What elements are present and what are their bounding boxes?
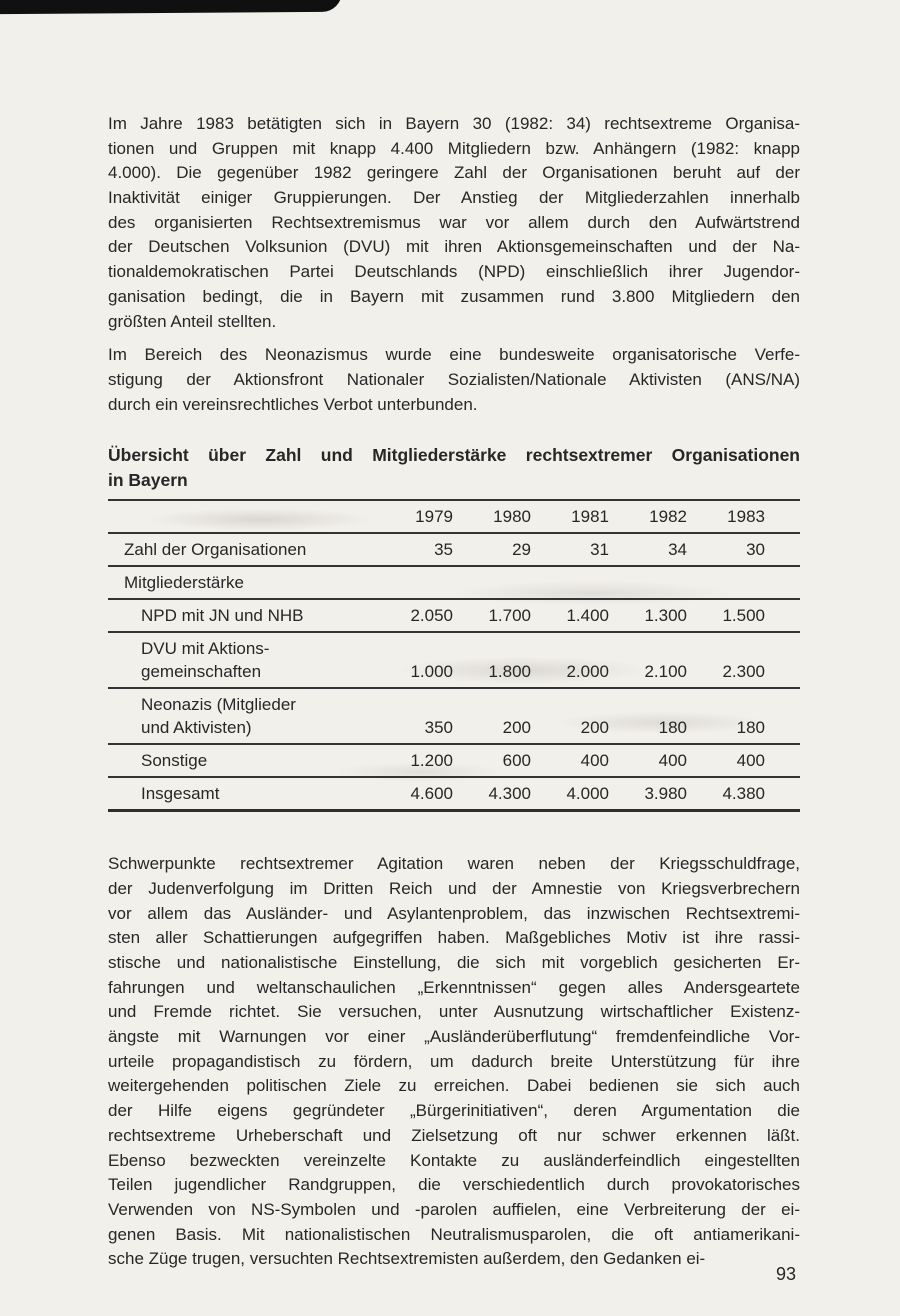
table-row — [108, 745, 800, 778]
text-line: genen Basis. Mit nationalistischen Neutralismusparolen, die oft antiamerikani- — [108, 1224, 800, 1244]
table-value-cell: 200 — [580, 718, 609, 738]
text-line: und Fremde richtet. Sie versuchen, unter Ausnutzung wirtschaftlicher Existenz- — [108, 1002, 800, 1022]
text-line: sten aller Schattierungen aufgegriffen haben. Maßgebliches Motiv ist ihre rassi- — [108, 928, 800, 948]
table-value-cell: 400 — [658, 751, 687, 771]
table-value-cell: 1.800 — [488, 662, 531, 682]
table-label-line: Mitgliederstärke — [124, 573, 244, 593]
table-value-cell: 1.300 — [644, 606, 687, 626]
table-label-line: Zahl der Organisationen — [124, 540, 307, 560]
table-value-cell: 180 — [658, 718, 687, 738]
text-line: ganisation bedingt, die in Bayern mit zusammen rund 3.800 Mitgliedern den — [108, 286, 800, 306]
text-line: des organisierten Rechtsextremismus war vor allem durch den Aufwärtstrend — [108, 212, 800, 232]
page-number: 93 — [776, 1264, 797, 1284]
table-label-line: DVU mit Aktions- — [141, 639, 270, 659]
table-value-cell: 600 — [502, 751, 531, 771]
text-line: stigung der Aktionsfront Nationaler Sozialisten/Nationale Aktivisten (ANS/NA) — [108, 369, 800, 389]
table-label-line: und Aktivisten) — [141, 718, 252, 738]
text-line: Im Bereich des Neonazismus wurde eine bundesweite organisatorische Verfe- — [108, 345, 800, 365]
table-label-line: gemeinschaften — [141, 662, 262, 682]
table-value-cell: 200 — [502, 718, 531, 738]
table-label-line: Neonazis (Mitglieder — [141, 695, 296, 715]
table-year-header: 1983 — [727, 507, 765, 527]
table-row-label — [124, 749, 375, 772]
text-line: fahrungen und weltanschaulichen „Erkenntnissen“ gegen alles Andersgeartete — [108, 977, 800, 997]
text-line: der Hilfe eigens gegründeter „Bürgerinitiativen“, deren Argumentation die — [108, 1101, 800, 1121]
document-page — [108, 112, 800, 1272]
scan-artifact — [0, 0, 342, 14]
text-line: 4.000). Die gegenüber 1982 geringere Zahl der Organisationen beruht auf der — [108, 163, 800, 183]
table-row — [108, 778, 800, 809]
paragraph-main — [108, 852, 800, 1272]
text-line: ängste mit Warnungen vor einer „Ausländerüberflutung“ fremdenfeindliche Vor- — [108, 1027, 800, 1047]
table-value-cell: 1.400 — [566, 606, 609, 626]
paragraph-intro-1 — [108, 112, 800, 334]
table-row — [108, 689, 800, 745]
text-line: Im Jahre 1983 betätigten sich in Bayern 30 (1982: 34) rechtsextreme Organisa- — [108, 114, 800, 133]
table-row — [108, 567, 800, 600]
table-label-line: Insgesamt — [141, 784, 220, 804]
text-line: Schwerpunkte rechtsextremer Agitation waren neben der Kriegsschuldfrage, — [108, 854, 800, 874]
text-line: der Judenverfolgung im Dritten Reich und der Amnestie von Kriegsverbrechern — [108, 878, 800, 898]
text-line: Teilen jugendlicher Randgruppen, die verschiedentlich durch provokatorisches — [108, 1175, 800, 1195]
table-year-header: 1982 — [649, 507, 687, 527]
text-line: rechtsextreme Urheberschaft und Zielsetzung oft nur schwer erkennen läßt. — [108, 1125, 800, 1145]
table-value-cell: 2.300 — [722, 662, 765, 682]
table-value-cell: 350 — [424, 718, 453, 738]
table-row — [108, 600, 800, 633]
text-line: Verwenden von NS-Symbolen und -parolen auffielen, eine Verbreiterung der ei- — [108, 1199, 800, 1219]
text-line: Übersicht über Zahl und Mitgliederstärke rechtsextremer Organisationen — [108, 445, 800, 466]
table-row — [108, 534, 800, 567]
table-year-header: 1981 — [571, 507, 609, 527]
text-line: durch ein vereinsrechtliches Verbot unterbunden. — [108, 394, 478, 414]
table-value-cell: 4.000 — [566, 784, 609, 804]
table-value-cell: 34 — [668, 540, 687, 560]
table-value-cell: 4.600 — [410, 784, 453, 804]
table-heading — [108, 443, 800, 493]
table-row-label — [124, 637, 375, 683]
table-value-cell: 35 — [434, 540, 453, 560]
table-year-header: 1980 — [493, 507, 531, 527]
text-line: tionen und Gruppen mit knapp 4.400 Mitgliedern bzw. Anhängern (1982: knapp — [108, 138, 800, 158]
text-line: urteile propagandistisch zu fördern, um dadurch breite Unterstützung für ihre — [108, 1051, 800, 1071]
table-value-cell: 4.300 — [488, 784, 531, 804]
table-value-cell: 2.000 — [566, 662, 609, 682]
table-value-cell: 4.380 — [722, 784, 765, 804]
text-line: sche Züge trugen, versuchten Rechtsextremisten außerdem, den Gedanken ei- — [108, 1249, 706, 1269]
text-line: weitergehenden politischen Ziele zu erreichen. Dabei bedienen sie sich auch — [108, 1076, 800, 1096]
text-line: stische und nationalistische Einstellung, die sich mit vorgeblich gesicherten Er- — [108, 953, 800, 972]
table-row-label — [124, 571, 375, 594]
table-value-cell: 31 — [590, 540, 609, 560]
table-row-label — [124, 782, 375, 805]
text-line: Inaktivität einiger Gruppierungen. Der Anstieg der Mitgliederzahlen innerhalb — [108, 188, 800, 208]
table-value-cell: 2.100 — [644, 662, 687, 682]
table-value-cell: 1.000 — [410, 662, 453, 682]
table-label-line: NPD mit JN und NHB — [141, 606, 304, 626]
table-value-cell: 180 — [736, 718, 765, 738]
table-row-label — [124, 693, 375, 739]
table-value-cell: 3.980 — [644, 784, 687, 804]
table-value-cell: 400 — [736, 751, 765, 771]
table-value-cell: 29 — [512, 540, 531, 560]
table-row — [108, 501, 800, 534]
table-row — [108, 633, 800, 689]
text-line: der Deutschen Volksunion (DVU) mit ihren Aktionsgemeinschaften und der Na- — [108, 237, 800, 257]
text-line: größten Anteil stellten. — [108, 311, 277, 331]
text-line: in Bayern — [108, 470, 188, 491]
paragraph-intro-2 — [108, 343, 800, 417]
table-year-header: 1979 — [415, 507, 453, 527]
text-line: vor allem das Ausländer- und Asylantenproblem, das inzwischen Rechtsextremi- — [108, 903, 800, 923]
text-line: tionaldemokratischen Partei Deutschlands (NPD) einschließlich ihrer Jugendor- — [108, 262, 800, 282]
stats-table — [108, 499, 800, 812]
table-value-cell: 400 — [580, 751, 609, 771]
table-value-cell: 2.050 — [410, 606, 453, 626]
table-value-cell: 30 — [746, 540, 765, 560]
table-value-cell: 1.500 — [722, 606, 765, 626]
table-label-line: Sonstige — [141, 751, 208, 771]
table-value-cell: 1.700 — [488, 606, 531, 626]
table-row-label — [124, 538, 375, 561]
table-row-label — [124, 604, 375, 627]
text-line: Ebenso bezweckten vereinzelte Kontakte zu ausländerfeindlich eingestellten — [108, 1150, 800, 1170]
table-value-cell: 1.200 — [410, 751, 453, 771]
